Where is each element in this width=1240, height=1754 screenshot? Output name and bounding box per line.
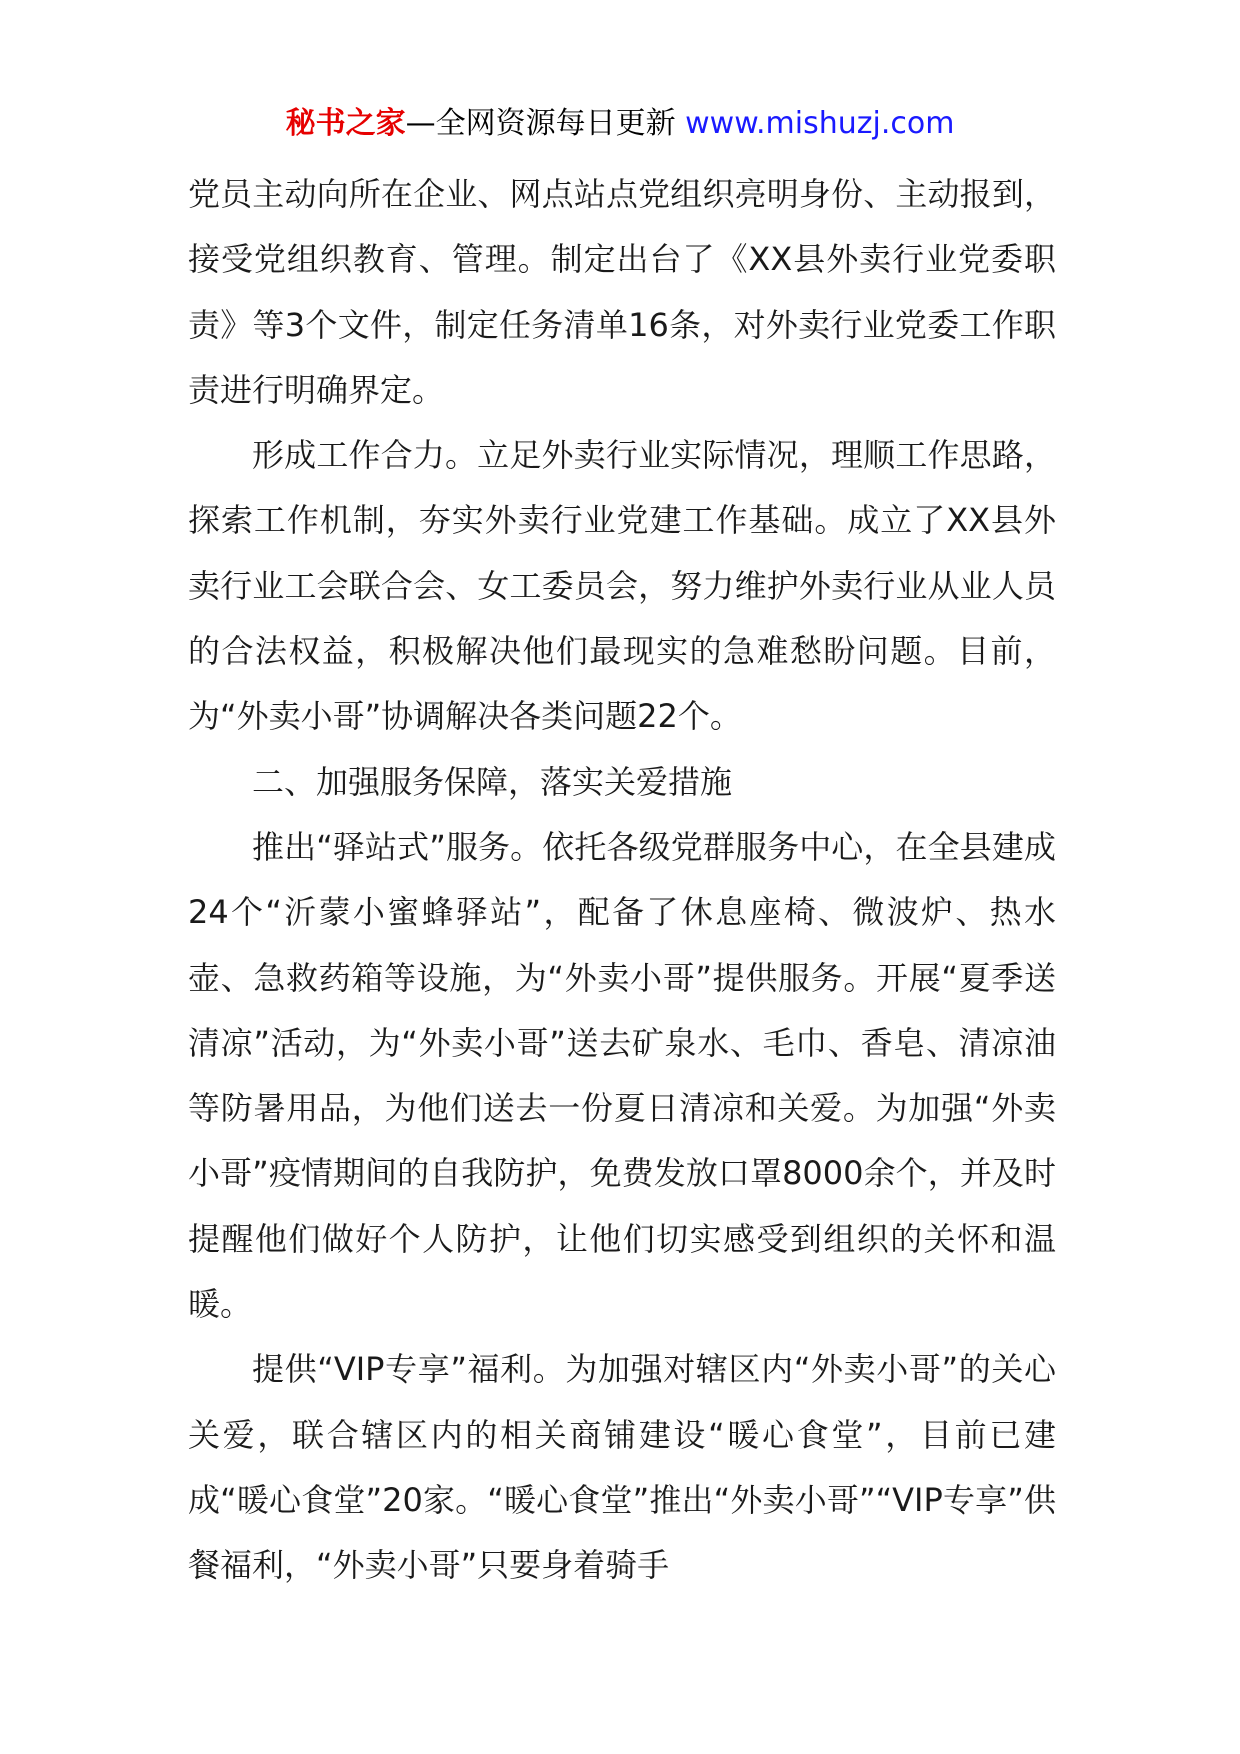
document-body [188,162,1056,1599]
header-url-link[interactable]: www.mishuzj.com [685,106,955,141]
paragraph: 推出“驿站式”服务。依托各级党群服务中心，在全县建成24个“沂蒙小蜜蜂驿站”，配备了休息座椅、微波炉、热水壶、急救药箱等设施，为“外卖小哥”提供服务。开展“夏季送清凉”活动，为“外卖小哥”送去矿泉水、毛巾、香皂、清凉油等防暑用品，为他们送去一份夏日清凉和关爱。为加强“外卖小哥”疫情期间的自我防护，免费发放口罩8000余个，并及时提醒他们做好个人防护，让他们切实感受到组织的关怀和温暖。 [188,827,1056,1324]
paragraph: 提供“VIP专享”福利。为加强对辖区内“外卖小哥”的关心关爱，联合辖区内的相关商铺建设“暖心食堂”，目前已建成“暖心食堂”20家。“暖心食堂”推出“外卖小哥”“VIP专享”供餐福利，“外卖小哥”只要身着骑手 [188,1350,1056,1585]
header-tagline: —全网资源每日更新 [405,106,686,141]
paragraph-continued: 党员主动向所在企业、网点站点党组织亮明身份、主动报到，接受党组织教育、管理。制定出台了《XX县外卖行业党委职责》等3个文件，制定任务清单16条，对外卖行业党委工作职责进行明确界定。 [188,175,1056,409]
section-heading: 二、加强服务保障，落实关爱措施 [252,762,733,801]
paragraph: 形成工作合力。立足外卖行业实际情况，理顺工作思路，探索工作机制，夯实外卖行业党建工作基础。成立了XX县外卖行业工会联合会、女工委员会，努力维护外卖行业从业人员的合法权益，积极解决他们最现实的急难愁盼问题。目前，为“外卖小哥”协调解决各类问题22个。 [188,436,1056,736]
header-brand: 秘书之家 [285,106,406,141]
page-header [0,104,1240,144]
